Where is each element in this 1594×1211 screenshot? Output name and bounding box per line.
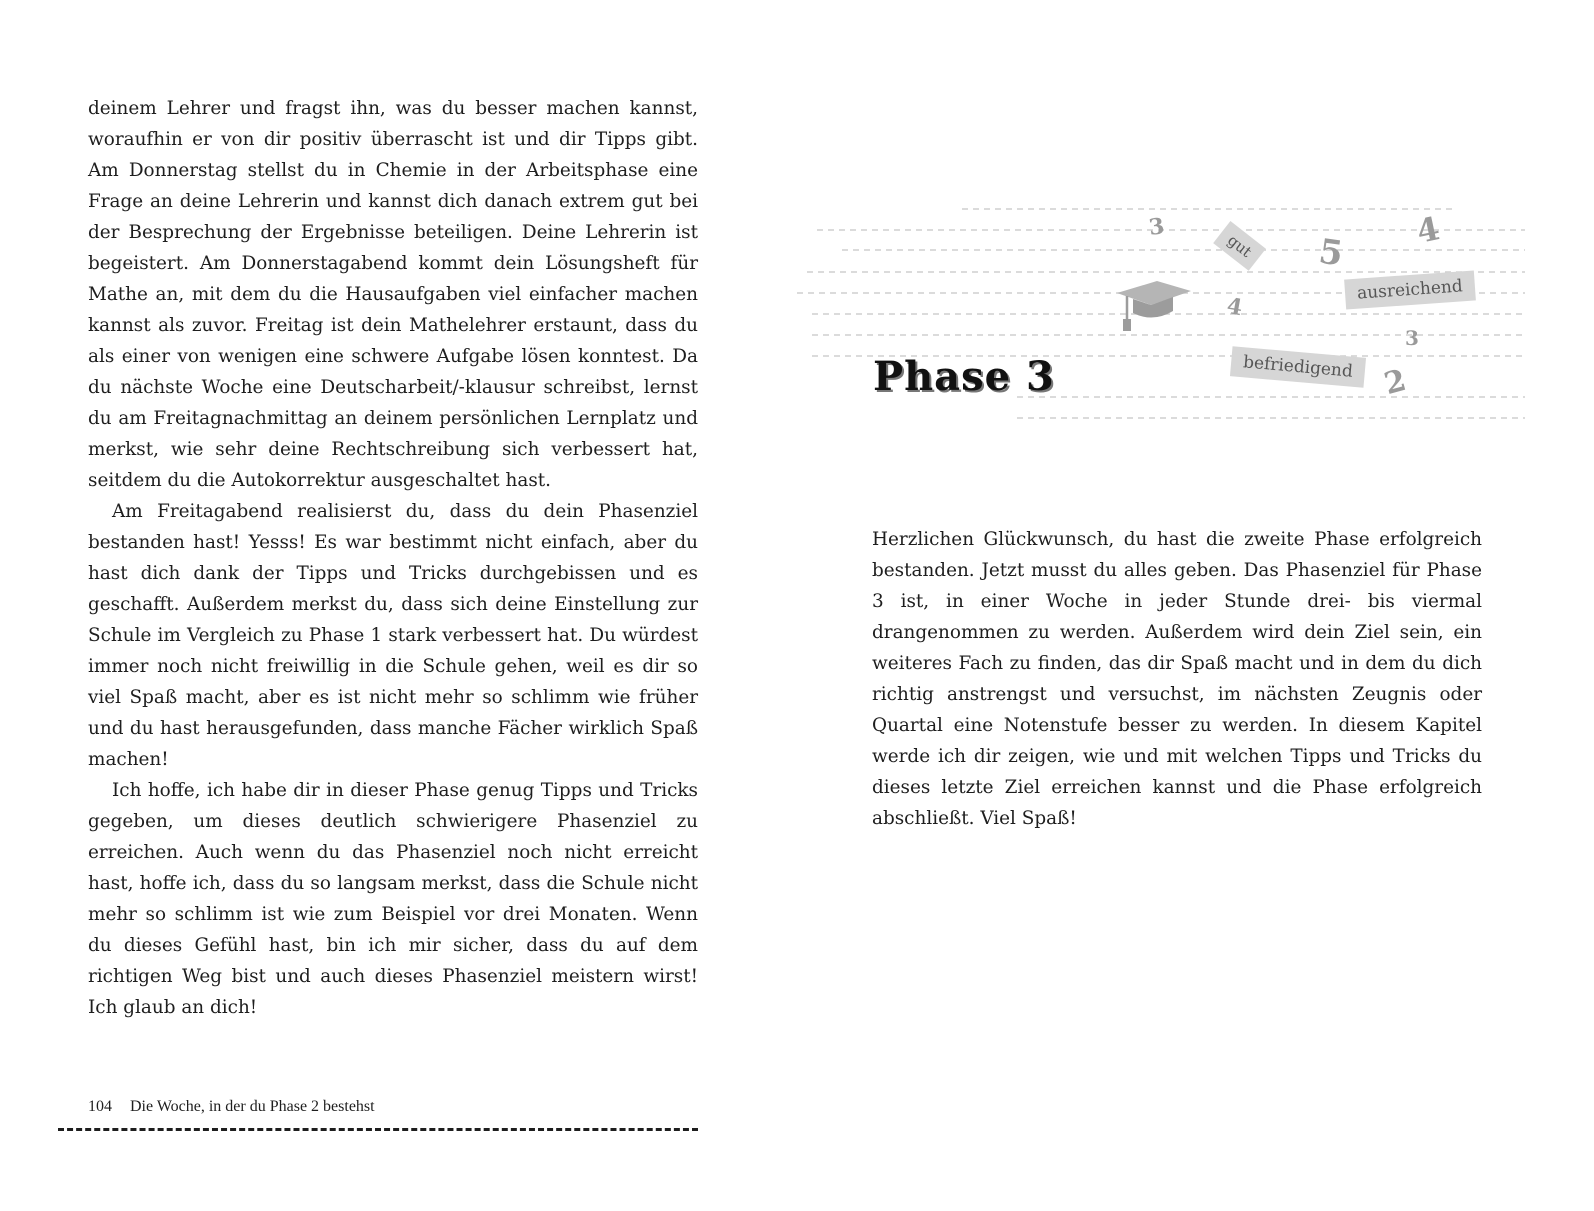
chapter-header-decoration	[797, 0, 1594, 450]
grade-number: 3	[1405, 326, 1419, 350]
left-body-text	[88, 93, 698, 1023]
grade-number: 3	[1147, 213, 1167, 241]
footer-dashed-rule	[58, 1128, 698, 1131]
paragraph: Am Freitagabend realisierst du, dass du dein Phasenziel bestanden hast! Yesss! Es war bestimmt nicht einfach, aber du hast dich dank der Tipps und Tricks durchgebissen und es geschafft. Außerdem merkst du, dass sich deine Einstellung zur Schule im Vergleich zu Phase 1 stark verbessert hat. Du würdest immer noch nicht freiwillig in die Schule gehen, weil es dir so viel Spaß macht, aber es ist nicht mehr so schlimm wie früher und du hast herausgefunden, dass manche Fächer wirklich Spaß machen!	[88, 501, 698, 770]
paragraph: Ich hoffe, ich habe dir in dieser Phase genug Tipps und Tricks gegeben, um dieses deutlich schwierigere Phasenziel zu erreichen. Auch wenn du das Phasenziel noch nicht erreicht hast, hoffe ich, dass du so langsam merkst, dass die Schule nicht mehr so schlimm ist wie zum Beispiel vor drei Monaten. Wenn du dieses Gefühl hast, bin ich mir sicher, dass du auf dem richtigen Weg bist und auch dieses Phasenziel meistern wirst! Ich glaub an dich!	[88, 780, 698, 1018]
grade-tag: ausreichend	[1344, 271, 1476, 310]
grade-tag: befriedigend	[1230, 346, 1366, 388]
grade-number: 5	[1316, 231, 1346, 275]
chapter-title: Phase 3	[873, 353, 1055, 400]
grade-number: 4	[1413, 209, 1443, 251]
right-body-text	[872, 524, 1482, 834]
page-number: 104	[88, 1098, 112, 1115]
grade-number: 2	[1380, 362, 1410, 403]
page-footer	[88, 1098, 375, 1116]
running-title: Die Woche, in der du Phase 2 bestehst	[130, 1098, 375, 1115]
grade-number: 4	[1224, 292, 1245, 322]
right-page	[797, 0, 1594, 1211]
paragraph: Herzlichen Glückwunsch, du hast die zweite Phase erfolgreich bestanden. Jetzt musst du alles geben. Das Phasenziel für Phase 3 ist, in einer Woche in jeder Stunde drei- bis viermal drangenommen zu werden. Außerdem wird dein Ziel sein, ein weiteres Fach zu finden, das dir Spaß macht und in dem du dich richtig anstrengst und versuchst, im nächsten Zeugnis oder Quartal eine Notenstufe besser zu werden. In diesem Kapitel werde ich dir zeigen, wie und mit welchen Tipps und Tricks du dieses letzte Ziel erreichen kannst und die Phase erfolgreich abschließt. Viel Spaß!	[872, 529, 1482, 829]
grade-tag: gut	[1213, 221, 1266, 271]
paragraph: deinem Lehrer und fragst ihn, was du besser machen kannst, woraufhin er von dir positiv überrascht ist und dir Tipps gibt. Am Donnerstag stellst du in Chemie in der Arbeitsphase eine Frage an deine Lehrerin und kannst dich danach extrem gut bei der Besprechung der Ergebnisse beteiligen. Deine Lehrerin ist begeistert. Am Donnerstagabend kommt dein Lösungsheft für Mathe an, mit dem du die Hausaufgaben viel einfacher machen kannst als zuvor. Freitag ist dein Mathelehrer erstaunt, dass du als einer von wenigen eine schwere Aufgabe lösen konntest. Da du nächste Woche eine Deutscharbeit/-klausur schreibst, lernst du am Freitagnachmittag an deinem persönlichen Lernplatz und merkst, wie sehr deine Rechtschreibung sich verbessert hat, seitdem du die Autokorrektur ausgeschaltet hast.	[88, 98, 698, 491]
